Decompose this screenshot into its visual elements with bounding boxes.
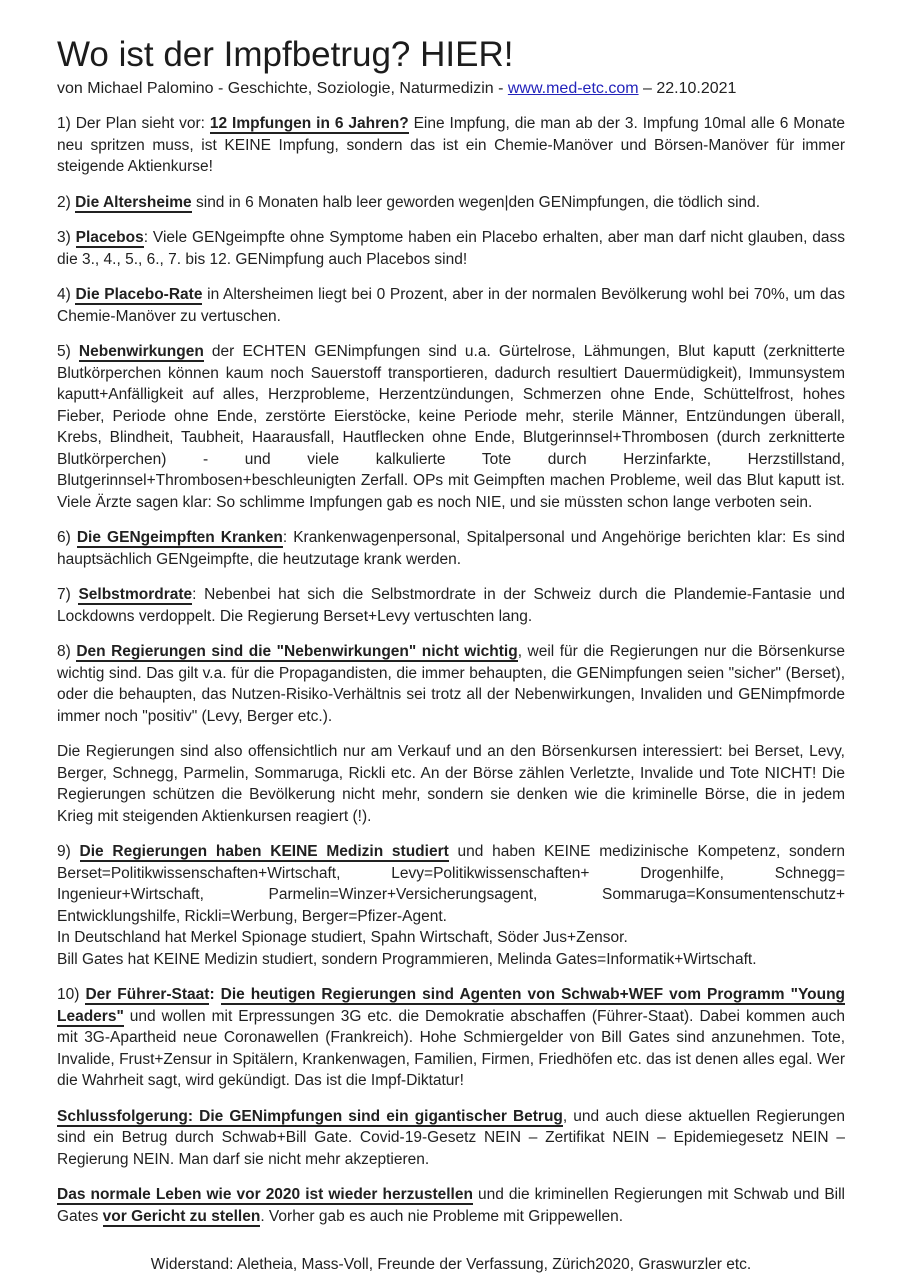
- text-segment: 4): [57, 286, 76, 303]
- text-segment: : Viele GENgeimpfte ohne Symptome haben ein Placebo erhalten, aber man darf nicht glauben, dass die 3., 4., 5., 6., 7. bis 12. GENimpfung auch Placebos sind!: [57, 229, 845, 268]
- text-segment: . Vorher gab es auch nie Probleme mit Grippewellen.: [260, 1207, 624, 1225]
- text-segment: Nebenwirkungen: [78, 343, 204, 360]
- byline: [57, 79, 845, 99]
- text-segment: Die Altersheime: [75, 193, 192, 211]
- text-segment: , weil für die Regierungen nur die Börsenkurse wichtig sind. Das gilt v.a. für die Propagandisten, die immer behaupten, die GENimpfungen seien "sicher" (Berset), oder die behaupten, das Nutzen-Risiko-Verhältnis sei trotz all der Nebenwirkungen, Invaliden und GENimpfmorde immer noch "positiv" (Levy, Berger etc.).: [57, 643, 845, 725]
- text-segment: Den Regierungen sind die "Nebenwirkungen" nicht wichtig: [76, 643, 518, 660]
- text-segment: 9): [57, 843, 80, 860]
- byline-suffix: – 22.10.2021: [638, 80, 737, 97]
- text-segment: 10): [57, 986, 86, 1003]
- document-body: [57, 113, 845, 1227]
- para-6-gengeimpfte-kranken: [57, 527, 845, 570]
- text-segment: Eine Impfung, die man ab der 3. Impfung 10mal alle 6 Monate neu spritzen muss, ist KEINE Impfung, sondern das ist ein Chemie-Manöver und Börsen-Manöver für immer steigende Aktienkurse!: [57, 115, 845, 175]
- text-segment: Der Führer-Staat: [85, 986, 210, 1003]
- para-2-altersheime: [57, 192, 845, 214]
- text-segment: 7): [57, 586, 79, 603]
- text-segment: 5): [57, 343, 79, 360]
- para-schlussfolgerung: [57, 1106, 845, 1171]
- text-segment: : Nebenbei hat sich die Selbstmordrate in der Schweiz durch die Plandemie-Fantasie und Lockdowns verdoppelt. Die Regierung Berset+Levy vertuschten lang.: [57, 586, 846, 625]
- text-segment: 8): [57, 643, 77, 660]
- text-segment: Die heutigen Regierungen sind Agenten von Schwab+WEF vom Programm "Young Leaders": [57, 986, 845, 1025]
- resistance-footer: Widerstand: Aletheia, Mass-Voll, Freunde der Verfassung, Zürich2020, Graswurzler etc.: [150, 1256, 752, 1273]
- text-segment: Die Regierungen sind also offensichtlich nur am Verkauf und an den Börsenkursen interessiert: bei Berset, Levy, Berger, Schnegg, Parmelin, Sommaruga, Rickli etc. An der Börse zählen Verletzte, Invalide und Tote NICHT! Die Regierungen schützen die Bevölkerung nicht mehr, sondern sie denken wie die kriminelle Börse, die in jedem Krieg mit steigenden Aktienkursen reagiert (!).: [57, 743, 845, 825]
- text-segment: In Deutschland hat Merkel Spionage studiert, Spahn Wirtschaft, Söder Jus+Zensor.: [57, 929, 628, 946]
- para-4-placebo-rate: [57, 284, 845, 327]
- text-segment: vor Gericht zu stellen: [102, 1207, 261, 1225]
- para-8-regierungen-nebenwirkungen: [57, 641, 845, 727]
- text-segment: 1) Der Plan sieht vor:: [57, 115, 210, 132]
- text-segment: , und auch diese aktuellen Regierungen sind ein Betrug durch Schwab+Bill Gate. Covid-19-Gesetz NEIN – Zertifikat NEIN – Epidemiegesetz NEIN – Regierung NEIN. Man darf sie nicht mehr akzeptieren.: [57, 1107, 845, 1168]
- med-etc-link[interactable]: www.med-etc.com: [507, 80, 639, 97]
- text-segment: 2): [57, 193, 76, 211]
- text-segment: und die kriminellen Regierungen mit Schwab und Bill Gates: [57, 1186, 845, 1225]
- para-8b-boersenkurse: [57, 741, 845, 827]
- text-segment: 6): [57, 529, 77, 546]
- text-segment: der ECHTEN GENimpfungen sind u.a. Gürtelrose, Lähmungen, Blut kaputt (zerknitterte Blutkörperchen können kaum noch Sauerstoff transportieren, dadurch resultiert Dauermüdigkeit), Immunsystem kaputt+Anfälligkeit auf alles, Herzprobleme, Herzentzündungen, Schmerzen ohne Ende, Schüttelfrost, hohes Fieber, Periode ohne Ende, zerstörte Eierstöcke, keine Periode mehr, sterile Männer, Entzündungen überall, Krebs, Blindheit, Taubheit, Haarausfall, Hautflecken ohne Ende, Blutgerinnsel+Thrombosen (durch zerknitterte Blutkörperchen) - und viele kalkulierte Tote durch Herzinfarkte, Herzstillstand, Blutgerinnsel+Thrombosen+beschleunigten Zerfall. OPs mit Geimpften machen Probleme, weil das Blut kaputt ist. Viele Ärzte sagen klar: So schlimme Impfungen gab es noch NIE, und sie müssten schon lange verboten sein.: [57, 343, 845, 511]
- text-segment: in Altersheimen liegt bei 0 Prozent, aber in der normalen Bevölkerung wohl bei 70%, um das Chemie-Manöver zu vertuschen.: [57, 286, 845, 325]
- text-segment: 12 Impfungen in 6 Jahren?: [209, 115, 409, 132]
- text-segment: Die Placebo-Rate: [75, 286, 203, 303]
- para-normales-leben: [57, 1184, 845, 1227]
- text-segment: 3): [57, 229, 76, 246]
- text-segment: Das normale Leben wie vor 2020 ist wieder herzustellen: [57, 1186, 473, 1203]
- para-3-placebos: [57, 227, 845, 270]
- text-segment: Placebos: [75, 229, 144, 246]
- text-segment: :: [209, 986, 221, 1003]
- para-5-nebenwirkungen: [57, 341, 845, 513]
- text-segment: Selbstmordrate: [78, 586, 193, 603]
- byline-prefix: von Michael Palomino - Geschichte, Soziologie, Naturmedizin -: [57, 80, 508, 97]
- text-segment: Bill Gates hat KEINE Medizin studiert, sondern Programmieren, Melinda Gates=Informatik+Wirtschaft.: [57, 950, 757, 968]
- para-7-selbstmordrate: [57, 584, 845, 627]
- text-segment: : Krankenwagenpersonal, Spitalpersonal und Angehörige berichten klar: Es sind hauptsächlich GENgeimpfte, die heutzutage krank werden.: [57, 529, 845, 568]
- text-segment: Die Regierungen haben KEINE Medizin studiert: [79, 843, 449, 860]
- para-9-keine-medizin: [57, 841, 845, 970]
- text-segment: Schlussfolgerung: Die GENimpfungen sind ein gigantischer Betrug: [57, 1107, 563, 1125]
- page-title: Wo ist der Impfbetrug? HIER!: [57, 35, 514, 74]
- text-segment: Die GENgeimpften Kranken: [76, 529, 283, 546]
- text-segment: und wollen mit Erpressungen 3G etc. die Demokratie abschaffen (Führer-Staat). Dabei kommen auch mit 3G-Apartheid neue Coronawellen (Frankreich). Hohe Schmiergelder von Bill Gates sind anzunehmen. Tote, Invalide, Frust+Zensur in Spitälern, Krankenwagen, Familien, Firmen, Friedhöfen etc. das ist denen alles egal. Wer die Wahrheit sagt, wird gekündigt. Das ist die Impf-Diktatur!: [57, 1007, 845, 1089]
- para-1-plan: [57, 113, 845, 178]
- text-segment: und haben KEINE medizinische Kompetenz, sondern Berset=Politikwissenschaften+Wirtschaft, Levy=Politikwissenschaften+ Drogenhilfe, Schnegg= Ingenieur+Wirtschaft, Parmelin=Winzer+Versicherungsagent, Sommaruga=Konsumentenschutz+ Entwicklungshilfe, Rickli=Werbung, Berger=Pfizer-Agent.: [57, 843, 845, 925]
- para-10-fuehrer-staat: [57, 984, 845, 1092]
- text-segment: sind in 6 Monaten halb leer geworden wegen|den GENimpfungen, die tödlich sind.: [191, 193, 761, 211]
